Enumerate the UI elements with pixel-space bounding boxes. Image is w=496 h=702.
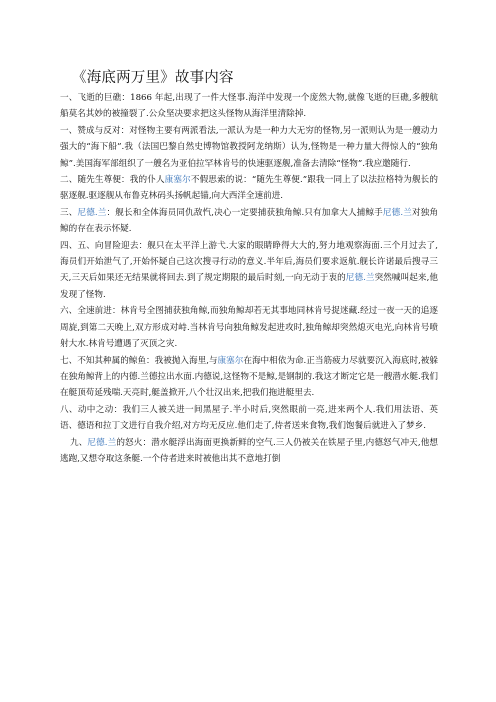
paragraph-text: 三、 [60,207,78,218]
paragraph [60,123,438,172]
paragraph [60,172,438,205]
paragraph-text: 突然喊叫起来,他发现了怪物. [60,273,438,300]
paragraph-text: 六、全速前进：林肯号全图捕获独角鲸,而独角鲸却若无其事地同林肯号捉迷藏.经过一夜一天的追逐周旋,到第二天晚上,双方形成对峙.当林肯号向独角鲸发起进攻时,独角鲸却突然熄灭电光,向林肯号喷射大水.林肯号遭遇了灭顶之灾. [60,306,438,350]
paragraph [60,435,438,468]
paragraph-text: 七、不知其种属的鲸鱼：我被抛入海里,与 [60,355,218,366]
paragraph-text: 四、五、向冒险迎去：舰只在太平洋上游弋.大家的眼睛睁得大大的,努力地观察海面.三个月过去了,海员们开始泄气了,开始怀疑自己这次搜寻行动的意义.半年后,海员们要求返航.舰长许诺最后搜寻三天,三天后如果还无结果就将回去.到了规定期限的最后时刻,一向无动于衷的 [60,240,438,284]
paragraph-text: 对独角鲸的存在表示怀疑. [60,207,438,235]
paragraph-text: 的怒火：潜水艇浮出海面更换新鲜的空气.三人仍被关在铁屋子里,内德怒气冲天,他想逃跑,又想夺取这条艇.一个侍者进来时被他出其不意地打倒 [60,437,438,464]
highlighted-name: 尼德.兰 [87,437,117,448]
paragraph-text: 八、动中之动：我们三人被关进一间黑屋子.半小时后,突然眼前一亮,进来两个人.我们用法语、英语、德语和拉丁文进行自我介绍,对方均无反应.他们走了,侍者送来食物,我们饱餐后就进入了梦乡. [60,404,438,432]
paragraph [60,90,438,123]
paragraph-text: 一、赞成与反对：对怪物主要有两派看法,一派认为是一种力大无穷的怪物,另一派则认为是一艘动力强大的“海下船”.我（法国巴黎自然史博物馆教授阿龙纳斯）认为,怪物是一种力量大得惊人的“独角鲸”.美国海军部组织了一艘名为亚伯拉罕林肯号的快速驱逐舰,准备去清除“怪物”.我应邀随行. [60,125,438,169]
paragraph-text: 二、随先生尊便：我的仆人 [60,175,165,186]
page-title: 《海底两万里》故事内容 [72,70,234,86]
highlighted-name: 尼德.兰 [382,207,412,218]
paragraph-text: 九、 [70,437,88,448]
paragraph-text: 一、飞逝的巨礁：1866 年起,出现了一件大怪事.海洋中发现一个庞然大物,就像飞逝的巨礁,多艘航船莫名其妙的被撞裂了.公众坚决要求把这头怪物从海洋里清除掉. [60,93,438,120]
paragraph [60,238,438,304]
paragraph [60,205,438,238]
document-body [60,90,438,467]
paragraph [60,353,438,402]
paragraph [60,402,438,435]
highlighted-name: 尼德.兰 [345,273,375,284]
highlighted-name: 尼德.兰 [77,207,107,218]
paragraph-text: 在海中相依为命.正当筋疲力尽就要沉入海底时,被躲在独角鲸背上的内德.兰德拉出水面.内德说,这怪物不是鲸,是钢制的.我这才断定它是一艘潜水艇.我们在艇顶苟延残喘.天亮时,艇盖掀开,八个壮汉出来,把我们拖进艇里去. [60,355,438,399]
paragraph [60,303,438,352]
highlighted-name: 康塞尔 [164,175,191,186]
highlighted-name: 康塞尔 [217,355,244,366]
paragraph-text: ：舰长和全体海员同仇敌忾,决心一定要捕获独角鲸.只有加拿大人捕鲸手 [106,207,383,218]
paragraph-text: 不假思索的说：“随先生尊便.”跟我一同上了以法拉格特为舰长的驱逐舰.驱逐舰从布鲁克林码头扬帆起锚,向大西洋全速前进. [60,175,438,202]
